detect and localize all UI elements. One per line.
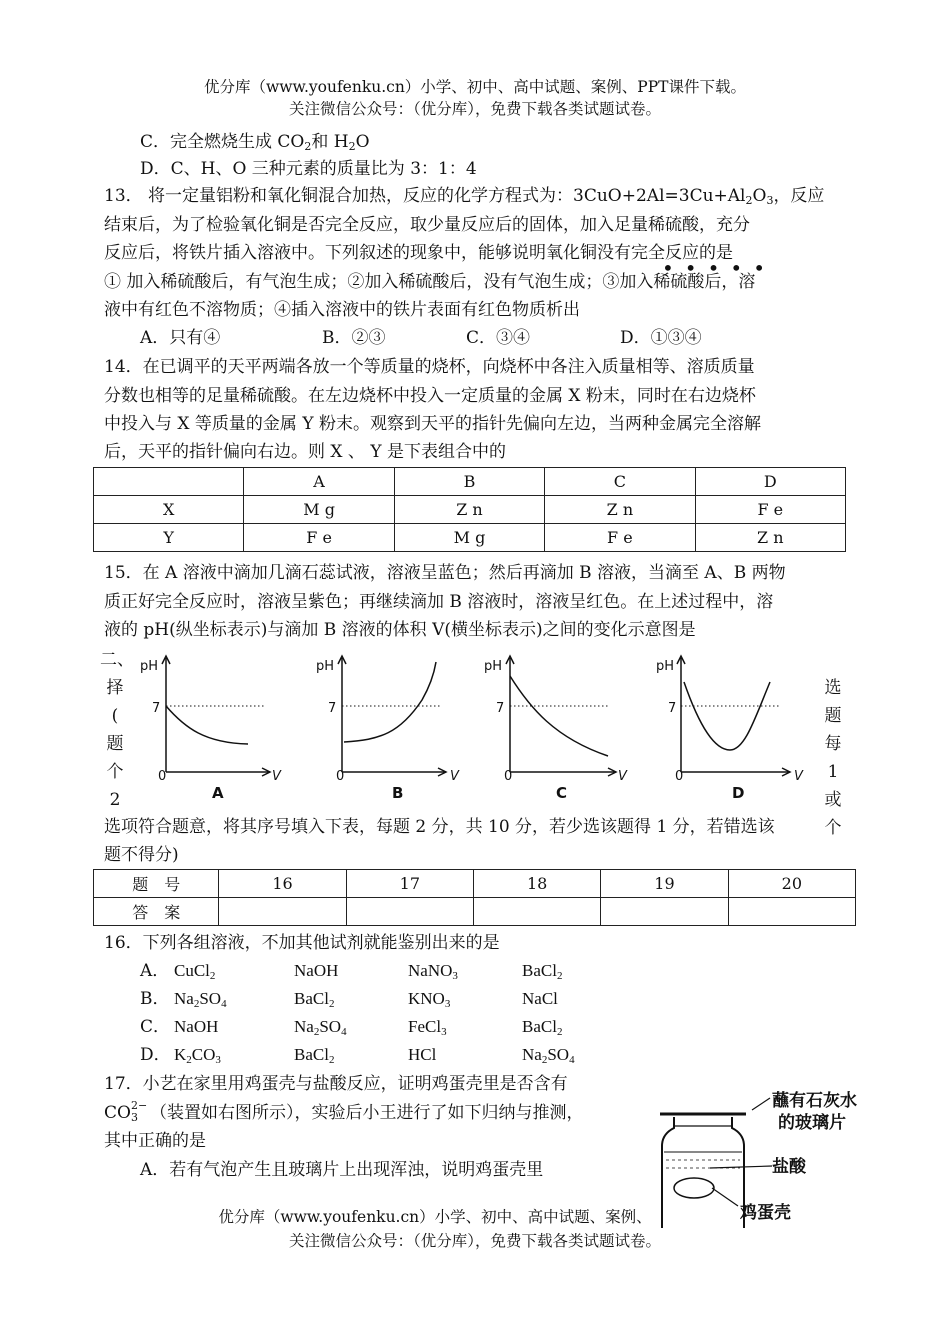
section-side-left-2: ( [111, 706, 119, 726]
callout-line-glass [752, 1098, 770, 1110]
chart-c-xlabel: V [618, 769, 627, 784]
label-glass-1: 蘸有石灰水 [772, 1091, 857, 1111]
chart-a-origin: 0 [158, 769, 167, 784]
table-cell: 19 [601, 870, 728, 898]
footer-line-2: 关注微信公众号：（优分库），免费下载各类试题试卷。 [288, 1232, 661, 1250]
section-side-left-3: 题 [106, 734, 124, 754]
section-side-right-3: 1 [827, 762, 839, 782]
q13-stem-4: ① 加入稀硫酸后，有气泡生成；②加入稀硫酸后，没有气泡生成；③加入稀硫酸后，溶 [104, 272, 756, 292]
chart-a-xlabel: V [272, 769, 281, 784]
q16-option-label: D． [140, 1045, 171, 1065]
q16-option-label: C． [140, 1017, 171, 1037]
table-cell: Z n [394, 496, 544, 524]
table-cell: Z n [545, 496, 695, 524]
chart-a-ref-label: 7 [152, 701, 161, 716]
section-side-right-0: 选 [824, 678, 842, 698]
table-cell: 16 [219, 870, 346, 898]
chart-b-ref-label: 7 [328, 701, 337, 716]
chart-a [162, 656, 270, 776]
q16-formula: $Na_2SO_4$ [294, 1017, 347, 1038]
chart-c-origin: 0 [504, 769, 513, 784]
chart-d [677, 656, 790, 776]
table-cell: 17 [346, 870, 473, 898]
q13-stem-2: 结束后，为了检验氧化铜是否完全反应，取少量反应后的固体，加入足量稀硫酸，充分 [104, 215, 750, 235]
q16-formula: NaOH [294, 961, 339, 980]
table-cell: Z n [695, 524, 845, 552]
chart-c-ref-label: 7 [496, 701, 505, 716]
section-side-right-4: 或 [824, 790, 842, 810]
chart-b-ylabel: pH [316, 659, 335, 674]
table-row [94, 496, 846, 524]
section-side-right-2: 每 [824, 734, 842, 754]
header-line-1: 优分库（www.youfenku.cn）小学、初中、高中试题、案例、PPT课件下载。 [203, 78, 747, 96]
q16-stem: 16．下列各组溶液，不加其他试剂就能鉴别出来的是 [104, 933, 500, 953]
table-cell: A [244, 468, 394, 496]
q17-stem-1: 17．小艺在家里用鸡蛋壳与盐酸反应，证明鸡蛋壳里是否含有 [104, 1074, 568, 1094]
q17-stem-2: CO 2− $_3$ （装置如右图所示），实验后小王进行了如下归纳与推测， [104, 1099, 584, 1124]
answer-table [93, 869, 856, 926]
q16-formula: FeCl$_3$ [408, 1017, 447, 1038]
q16-formula: BaCl$_2$ [294, 1045, 335, 1066]
table-cell: M g [244, 496, 394, 524]
q14-stem-2: 分数也相等的足量稀硫酸。在左边烧杯中投入一定质量的金属 X 粉末，同时在右边烧杯 [104, 386, 756, 406]
q14-stem-3: 中投入与 X 等质量的金属 Y 粉末。观察到天平的指针先偏向左边，当两种金属完全溶解 [104, 414, 761, 434]
section-side-left-0: 二、 [100, 650, 134, 670]
table-cell: F e [695, 496, 845, 524]
q13-option-b: B．②③ [322, 328, 386, 348]
q13-stem-1: 13． 将一定量铝粉和氧化铜混合加热，反应的化学方程式为：$3CuO+2Al=3Cu+Al_2O_3$，反应 [104, 186, 825, 207]
label-shell: 鸡蛋壳 [740, 1203, 791, 1223]
q15-stem-1: 15．在 A 溶液中滴加几滴石蕊试液，溶液呈蓝色；然后再滴加 B 溶液，当滴至 A、B 两物 [104, 563, 786, 583]
chart-c-label: C [556, 784, 568, 802]
section-side-left-5: 2 [109, 790, 121, 810]
q15-stem-3: 液的 pH(纵坐标表示)与滴加 B 溶液的体积 V(横坐标表示)之间的变化示意图是 [104, 620, 696, 640]
table-cell: B [394, 468, 544, 496]
chart-d-ref-label: 7 [668, 701, 677, 716]
chart-a-label: A [212, 784, 224, 802]
chart-b-origin: 0 [336, 769, 345, 784]
chart-a-curve [166, 706, 248, 744]
q16-option-label: A． [140, 961, 170, 981]
q16-formula: BaCl$_2$ [522, 961, 563, 982]
emphasis-dots: ••••• [662, 256, 776, 280]
table-cell: 答 案 [94, 898, 219, 926]
table-cell: Y [94, 524, 244, 552]
chart-b-xlabel: V [450, 769, 459, 784]
q16-formula: CuCl$_2$ [174, 961, 216, 982]
table-cell: X [94, 496, 244, 524]
table-cell: 18 [474, 870, 601, 898]
table-cell: F e [545, 524, 695, 552]
q16-formula: HCl [408, 1045, 437, 1064]
table-row [94, 898, 856, 926]
answer-cell-19[interactable] [601, 898, 728, 926]
table-cell: 题 号 [94, 870, 219, 898]
section-side-right-5: 个 [824, 818, 842, 838]
q16-option-label: B． [140, 989, 170, 1009]
q16-formula: NaNO$_3$ [408, 961, 458, 982]
callout-line-shell [712, 1188, 738, 1206]
chart-c [506, 656, 616, 776]
table-cell: F e [244, 524, 394, 552]
table-row [94, 524, 846, 552]
q13-option-a: A．只有④ [140, 328, 221, 348]
chart-d-curve [684, 682, 770, 750]
table-row [94, 468, 846, 496]
section2-instruction-1: 选项符合题意，将其序号填入下表，每题 2 分，共 10 分，若少选该题得 1 分，若错选该 [104, 817, 775, 837]
answer-cell-16[interactable] [219, 898, 346, 926]
section-side-left-4: 个 [106, 762, 124, 782]
section-side-right-1: 题 [824, 706, 842, 726]
header-line-2: 关注微信公众号：（优分库），免费下载各类试题试卷。 [288, 100, 661, 118]
q16-formula: NaCl [522, 989, 558, 1008]
footer-line-1: 优分库（www.youfenku.cn）小学、初中、高中试题、案例、 [218, 1208, 652, 1226]
label-acid: 盐酸 [772, 1157, 806, 1177]
chart-c-ylabel: pH [484, 659, 503, 674]
q16-formula: NaOH [174, 1017, 219, 1036]
q17-stem-3: 其中正确的是 [104, 1131, 206, 1151]
table-cell [94, 468, 244, 496]
table-cell: M g [394, 524, 544, 552]
q15-stem-2: 质正好完全反应时，溶液呈紫色；再继续滴加 B 溶液时，溶液呈红色。在上述过程中，溶 [104, 592, 774, 612]
section-side-left-1: 择 [106, 678, 124, 698]
section2-instruction-2: 题不得分) [104, 845, 179, 865]
answer-cell-18[interactable] [474, 898, 601, 926]
answer-cell-20[interactable] [728, 898, 855, 926]
table-cell: 20 [728, 870, 855, 898]
q16-formula: BaCl$_2$ [294, 989, 335, 1010]
chart-d-label: D [732, 784, 745, 802]
chart-b [338, 656, 446, 776]
chart-d-ylabel: pH [656, 659, 675, 674]
callout-line-acid [710, 1166, 772, 1168]
q16-formula: $K_2CO_3$ [174, 1045, 221, 1066]
answer-cell-17[interactable] [346, 898, 473, 926]
q16-formula: BaCl$_2$ [522, 1017, 563, 1038]
q17-option-a: A．若有气泡产生且玻璃片上出现浑浊，说明鸡蛋壳里 [140, 1160, 544, 1180]
chart-d-xlabel: V [794, 769, 803, 784]
label-glass-2: 的玻璃片 [778, 1113, 846, 1133]
chart-c-curve [510, 676, 608, 756]
q14-stem-1: 14．在已调平的天平两端各放一个等质量的烧杯，向烧杯中各注入质量相等、溶质质量 [104, 357, 755, 377]
q14-table [93, 467, 846, 552]
q13-stem-3: 反应后，将铁片插入溶液中。下列叙述的现象中，能够说明氧化铜没有完全反应的是 [104, 243, 733, 263]
table-cell: D [695, 468, 845, 496]
ph-charts-figure [130, 648, 820, 808]
q12-option-d: D．C、H、O 三种元素的质量比为 3：1：4 [140, 159, 477, 179]
q12-option-c: C．完全燃烧生成 $CO_2$和 $H_2O$ [140, 132, 370, 153]
chart-a-ylabel: pH [140, 659, 159, 674]
chart-d-origin: 0 [675, 769, 684, 784]
q13-option-d: D．①③④ [620, 328, 702, 348]
table-row [94, 870, 856, 898]
q14-stem-4: 后，天平的指针偏向右边。则 X 、 Y 是下表组合中的 [104, 442, 506, 462]
chart-b-label: B [392, 784, 404, 802]
q16-formula: $Na_2SO_4$ [522, 1045, 575, 1066]
q16-formula: $Na_2SO_4$ [174, 989, 227, 1010]
q13-stem-5: 液中有红色不溶物质；④插入溶液中的铁片表面有红色物质析出 [104, 300, 580, 320]
q13-option-c: C．③④ [466, 328, 531, 348]
q16-formula: $KNO_3$ [408, 989, 451, 1010]
egg-shell [674, 1178, 714, 1198]
chart-b-curve [344, 662, 436, 742]
table-cell: C [545, 468, 695, 496]
